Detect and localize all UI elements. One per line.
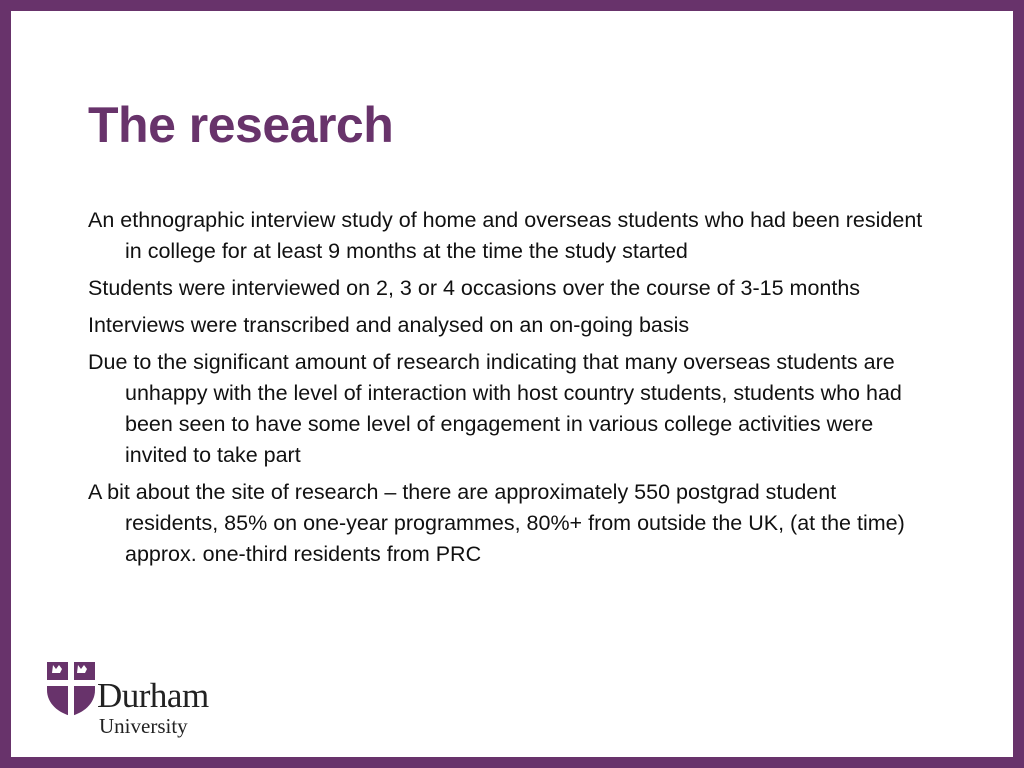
bullet-item: Interviews were transcribed and analysed on an on-going basis — [88, 313, 690, 337]
bullet-item: A bit about the site of research – there are approximately 550 postgrad student residents, 85% on one-year programmes, 80%+ from outside the UK, (at the time) approx. one-third residents from PRC — [88, 480, 905, 566]
bullet-item: Due to the significant amount of research indicating that many overseas students are unhappy with the level of interaction with host country students, students who had been seen to have some level of engagement in various college activities were invited to take part — [88, 350, 902, 467]
logo-name: Durham — [97, 676, 209, 715]
bullet-item: Students were interviewed on 2, 3 or 4 occasions over the course of 3-15 months — [88, 276, 861, 300]
slide-title: The research — [88, 97, 394, 153]
frame-border-right — [1013, 0, 1024, 768]
durham-university-logo — [45, 660, 245, 745]
frame-border-left — [0, 0, 11, 768]
logo-subtitle: University — [99, 714, 188, 738]
bullet-list — [88, 205, 928, 576]
frame-border-bottom — [0, 757, 1024, 768]
bullet-item: An ethnographic interview study of home and overseas students who had been resident in college for at least 9 months at the time the study started — [88, 208, 923, 263]
durham-shield-icon — [45, 660, 97, 718]
frame-border-top — [0, 0, 1024, 11]
